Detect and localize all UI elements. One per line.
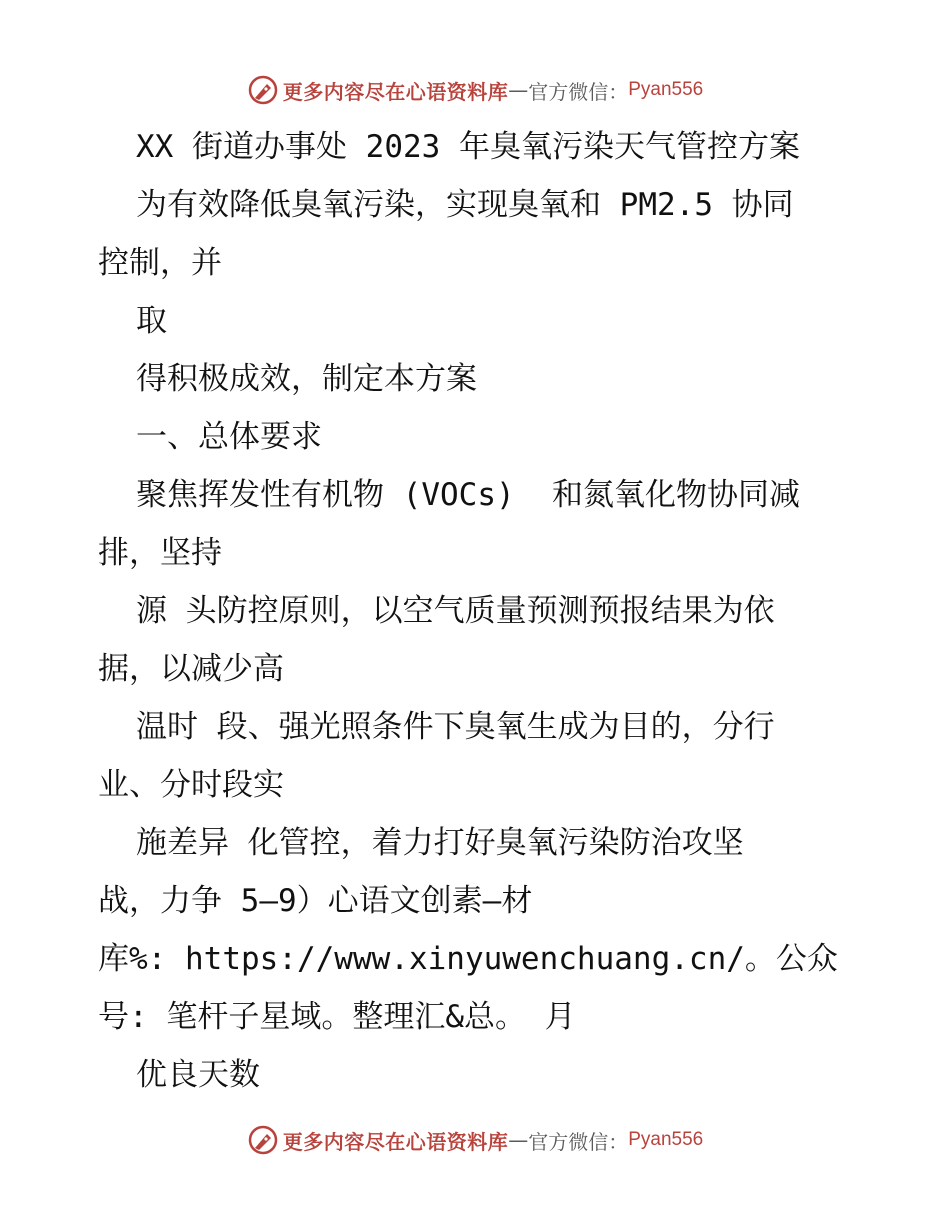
paragraph-line: 排，坚持: [98, 535, 222, 571]
header-banner: [0, 70, 950, 110]
footer-banner: [0, 1120, 950, 1160]
wechat-id: Pyan556: [628, 79, 704, 100]
section-heading: 一、总体要求: [136, 419, 322, 455]
paragraph-line: 业、分时段实: [98, 767, 284, 803]
brand-text: 更多内容尽在心语资料库: [282, 79, 509, 104]
pen-nib-circle-logo: [247, 74, 279, 106]
banner-dash: —: [508, 1128, 529, 1152]
pen-nib-circle-logo: [247, 1124, 279, 1156]
paragraph-line: 施差异 化管控，着力打好臭氧污染防治攻坚: [136, 825, 744, 861]
paragraph-line: 库%: https://www.xinyuwenchuang.cn/。公众: [98, 941, 838, 977]
paragraph-line: 得积极成效，制定本方案: [136, 361, 477, 397]
paragraph-line: 为有效降低臭氧污染，实现臭氧和 PM2.5 协同: [136, 187, 794, 223]
wechat-label: 官方微信：: [528, 79, 629, 104]
document-body: [0, 118, 950, 1104]
wechat-label: 官方微信：: [528, 1129, 629, 1154]
brand-text: 更多内容尽在心语资料库: [282, 1129, 509, 1154]
paragraph-line: 控制，并: [98, 245, 222, 281]
paragraph-line: 源 头防控原则，以空气质量预测预报结果为依: [136, 593, 775, 629]
paragraph-line: 温时 段、强光照条件下臭氧生成为目的，分行: [136, 709, 775, 745]
paragraph-line: 据，以减少高: [98, 651, 284, 687]
paragraph-line: 优良天数: [136, 1057, 260, 1093]
banner-dash: —: [508, 78, 529, 102]
document-title: XX 街道办事处 2023 年臭氧污染天气管控方案: [136, 129, 800, 165]
paragraph-line: 战，力争 5—9）心语文创素—材: [98, 883, 533, 919]
paragraph-line: 聚焦挥发性有机物 (VOCs) 和氮氧化物协同减: [136, 477, 800, 513]
paragraph-line: 取: [136, 303, 167, 339]
wechat-id: Pyan556: [628, 1129, 704, 1150]
paragraph-line: 号: 笔杆子星域。整理汇&总。 月: [98, 999, 576, 1035]
